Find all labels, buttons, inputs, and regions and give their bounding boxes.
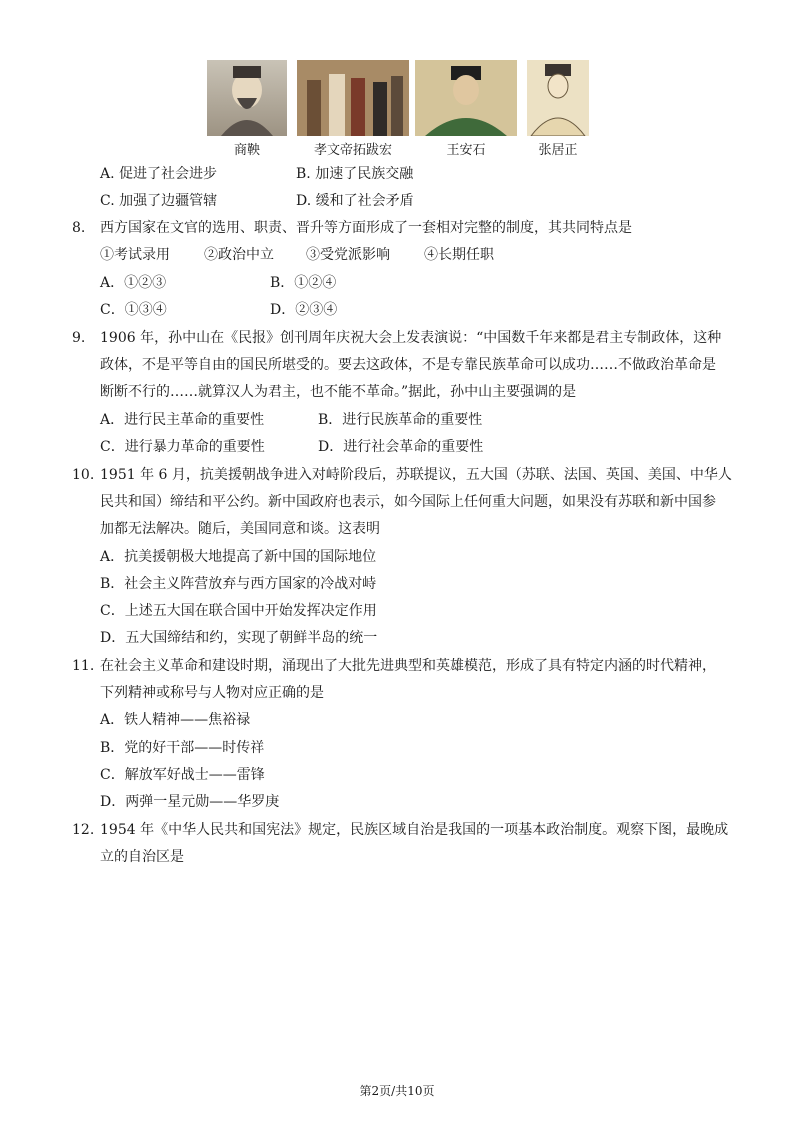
q11-option-c[interactable]: C．解放军好战士——雷锋 [100, 767, 265, 783]
q10-option-a[interactable]: A．抗美援朝极大地提高了新中国的国际地位 [100, 549, 377, 565]
q10-number: 10. [72, 467, 95, 483]
caption: 孝文帝拓跋宏 [313, 143, 392, 158]
q11-stem-line-2: 下列精神或称号与人物对应正确的是 [100, 685, 324, 701]
q11-option-d[interactable]: D．两弹一星元勋——华罗庚 [100, 794, 280, 810]
q10-stem-line-2: 民共和国）缔结和平公约。新中国政府也表示，如今国际上任何重大问题，如果没有苏联和新中国参 [100, 494, 716, 510]
q9-option-d[interactable]: D．进行社会革命的重要性 [318, 439, 484, 455]
q8-option-b[interactable]: B．①②④ [270, 275, 337, 291]
q8-option-d[interactable]: D．②③④ [270, 302, 338, 318]
q9-stem-line-1: 1906 年，孙中山在《民报》创刊周年庆祝大会上发表演说：“中国数千年来都是君主专制政体，这种 [100, 330, 722, 346]
portrait-image [527, 60, 589, 136]
q8-item-2: ②政治中立 [204, 247, 274, 263]
q9-stem-line-2: 政体，不是平等自由的国民所堪受的。要去这政体，不是专靠民族革命可以成功……不做政治革命是 [100, 357, 716, 373]
caption: 商鞅 [233, 143, 260, 158]
q7-option-d[interactable]: D. 缓和了社会矛盾 [296, 193, 414, 209]
portrait-figure [207, 60, 597, 160]
caption: 王安石 [446, 143, 486, 158]
q9-stem-line-3: 断断不行的……就算汉人为君主，也不能不革命。”据此，孙中山主要强调的是 [100, 384, 577, 400]
q10-option-c[interactable]: C．上述五大国在联合国中开始发挥决定作用 [100, 603, 377, 619]
q12-number: 12. [72, 822, 95, 838]
portrait-image [207, 60, 287, 136]
q11-option-b[interactable]: B．党的好干部——时传祥 [100, 740, 265, 756]
q11-option-a[interactable]: A．铁人精神——焦裕禄 [100, 712, 251, 728]
q9-option-a[interactable]: A．进行民主革命的重要性 [100, 412, 265, 428]
q8-item-3: ③受党派影响 [306, 247, 390, 263]
caption: 张居正 [538, 143, 578, 158]
q8-stem: 西方国家在文官的选用、职责、晋升等方面形成了一套相对完整的制度，其共同特点是 [100, 220, 632, 236]
portrait-image [297, 60, 409, 136]
q10-option-b[interactable]: B．社会主义阵营放弃与西方国家的冷战对峙 [100, 576, 377, 592]
q12-stem-line-2: 立的自治区是 [100, 849, 184, 865]
q8-number: 8. [72, 220, 86, 236]
q8-option-c[interactable]: C．①③④ [100, 302, 167, 318]
q10-option-d[interactable]: D．五大国缔结和约，实现了朝鲜半岛的统一 [100, 630, 378, 646]
q11-number: 11. [72, 658, 95, 674]
page-number: 第2页/共10页 [359, 1084, 435, 1098]
q8-option-a[interactable]: A．①②③ [100, 275, 167, 291]
q8-item-4: ④长期任职 [424, 247, 494, 263]
q12-stem-line-1: 1954 年《中华人民共和国宪法》规定，民族区域自治是我国的一项基本政治制度。观察下图，最晚成 [100, 822, 729, 838]
portrait-image [415, 60, 517, 136]
q10-stem-line-3: 加都无法解决。随后，美国同意和谈。这表明 [100, 521, 380, 537]
q7-option-b[interactable]: B. 加速了民族交融 [296, 166, 414, 182]
q7-option-c[interactable]: C. 加强了边疆管辖 [100, 193, 218, 209]
q9-option-c[interactable]: C．进行暴力革命的重要性 [100, 439, 265, 455]
q10-stem-line-1: 1951 年 6 月，抗美援朝战争进入对峙阶段后，苏联提议，五大国（苏联、法国、英国、美国、中华人 [100, 467, 732, 483]
q8-item-1: ①考试录用 [100, 247, 170, 263]
q11-stem-line-1: 在社会主义革命和建设时期，涌现出了大批先进典型和英雄模范，形成了具有特定内涵的时代精神， [100, 658, 716, 674]
q9-number: 9. [72, 330, 86, 346]
q9-option-b[interactable]: B．进行民族革命的重要性 [318, 412, 483, 428]
q7-option-a[interactable]: A. 促进了社会进步 [100, 166, 218, 182]
